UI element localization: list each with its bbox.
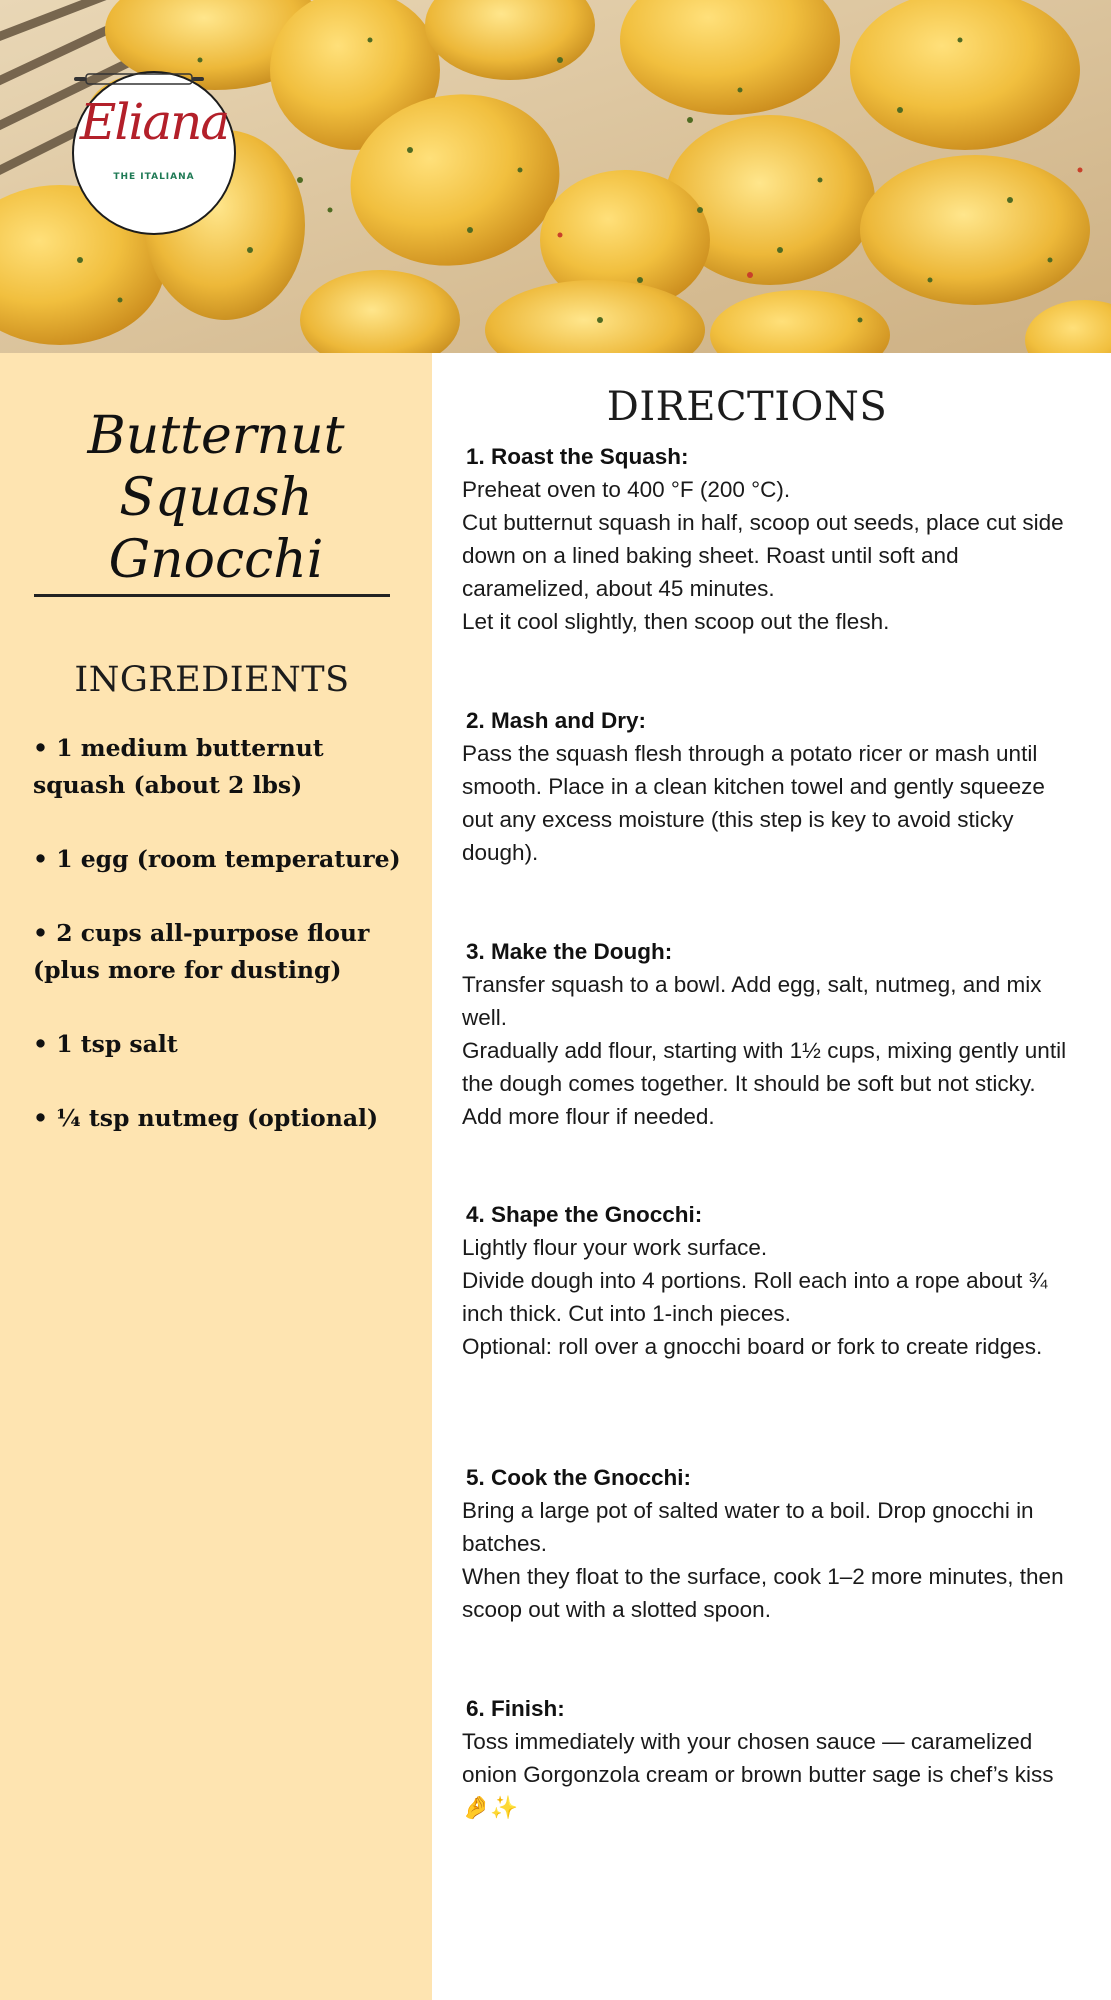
step-line: Transfer squash to a bowl. Add egg, salt, nutmeg, and mix well. [462,972,1042,1030]
direction-step-4 [462,1198,1074,1363]
step-line: Lightly flour your work surface. [462,1235,768,1260]
step-title: 3. Make the Dough: [466,939,673,964]
logo-script-text: Eliana [79,93,229,151]
ingredients-list [33,730,413,1174]
step-line: Toss immediately with your chosen sauce — caramelized onion Gorgonzola cream or brown butter sage is chef’s kiss 🤌✨ [462,1729,1054,1820]
direction-step-2 [462,704,1074,869]
ingredients-panel [0,353,432,2000]
step-title: 1. Roast the Squash: [466,444,689,469]
rolling-pin-icon [74,73,204,85]
brand-logo [72,71,236,235]
logo-subtitle: THE ITALIANA [113,172,195,182]
direction-step-1 [462,440,1074,638]
direction-step-5 [462,1461,1074,1626]
step-line: When they float to the surface, cook 1–2 more minutes, then scoop out with a slotted spoon. [462,1564,1064,1622]
step-title: 2. Mash and Dry: [466,708,647,733]
title-divider [34,594,390,597]
hero-photo-gnocchi [0,0,1111,353]
recipe-title: Butternut Squash Gnocchi [87,406,345,590]
step-line: Optional: roll over a gnocchi board or fork to create ridges. [462,1334,1043,1359]
step-title: 4. Shape the Gnocchi: [466,1202,703,1227]
ingredient-item: • 1 egg (room temperature) [33,845,401,873]
ingredient-item: • 2 cups all-purpose flour (plus more for dusting) [33,919,370,984]
directions-heading: DIRECTIONS [606,384,888,430]
direction-step-6 [462,1692,1074,1824]
step-line: Let it cool slightly, then scoop out the flesh. [462,609,890,634]
step-line: Pass the squash flesh through a potato ricer or mash until smooth. Place in a clean kitchen towel and gently squeeze out any excess moisture (this step is key to avoid sticky dough). [462,741,1045,865]
step-line: Cut butternut squash in half, scoop out seeds, place cut side down on a lined baking sheet. Roast until soft and caramelized, about 45 minutes. [462,510,1064,601]
step-line: Bring a large pot of salted water to a boil. Drop gnocchi in batches. [462,1498,1034,1556]
step-line: Preheat oven to 400 °F (200 °C). [462,477,791,502]
step-line: Divide dough into 4 portions. Roll each into a rope about ¾ inch thick. Cut into 1-inch pieces. [462,1268,1048,1326]
ingredients-heading: INGREDIENTS [74,660,350,700]
direction-step-3 [462,935,1074,1133]
step-line: Gradually add flour, starting with 1½ cups, mixing gently until the dough comes together. It should be soft but not sticky. Add more flour if needed. [462,1038,1067,1129]
step-title: 5. Cook the Gnocchi: [466,1465,692,1490]
ingredient-item: • 1 tsp salt [33,1030,178,1058]
step-title: 6. Finish: [466,1696,565,1721]
ingredient-item: • 1 medium butternut squash (about 2 lbs) [33,734,324,799]
ingredient-item: • ¼ tsp nutmeg (optional) [33,1104,379,1132]
